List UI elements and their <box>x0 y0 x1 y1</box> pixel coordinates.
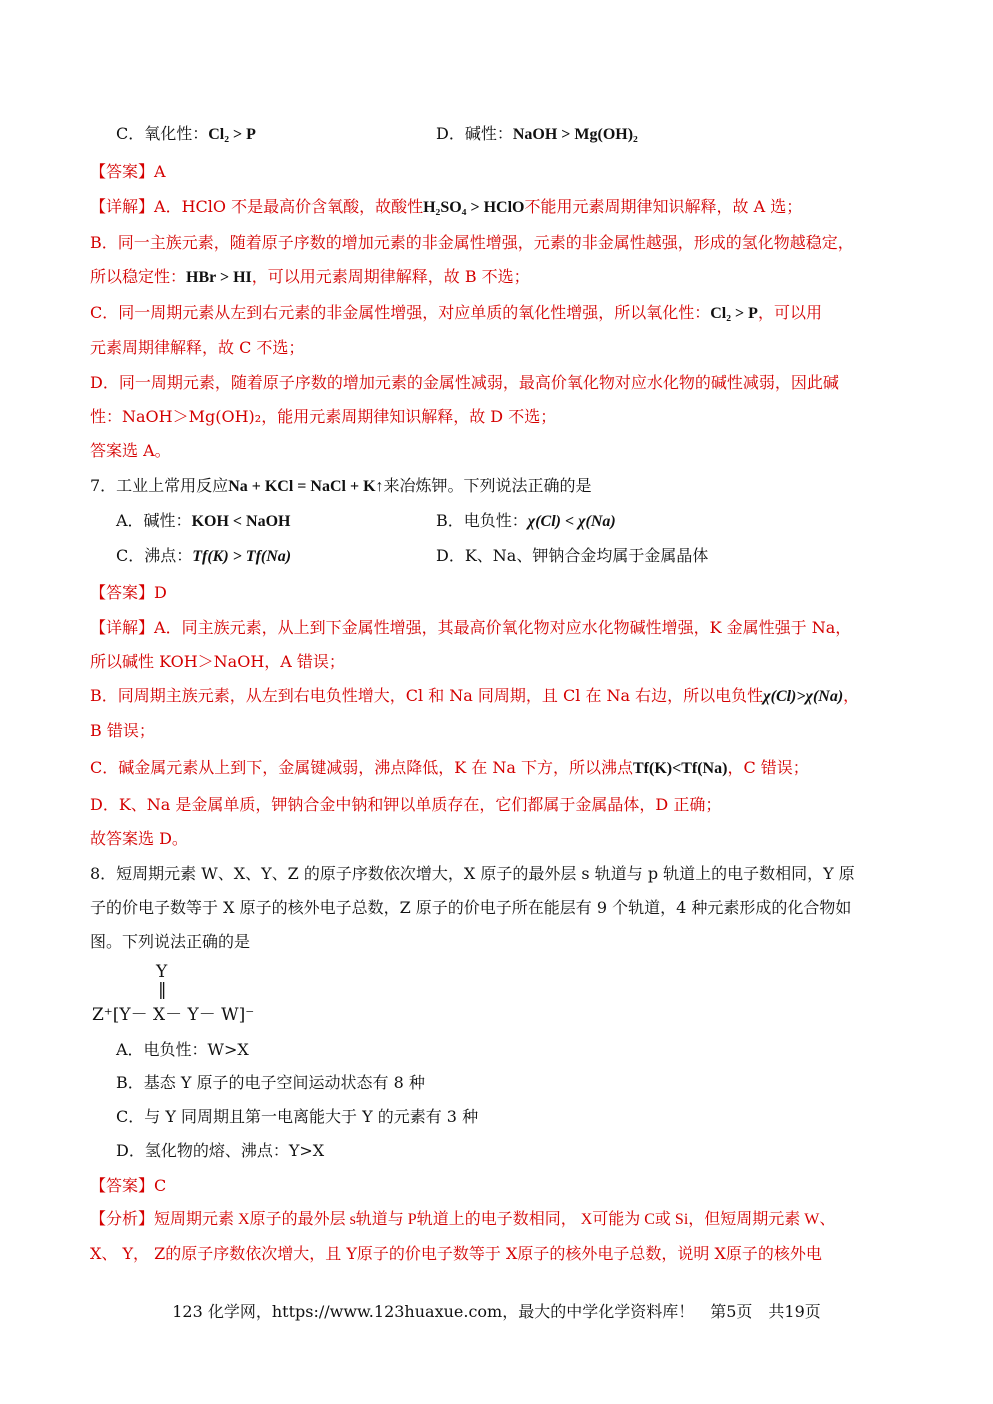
q6-detail-b2 <box>90 267 530 288</box>
q7-option-c-label: C．沸点： <box>116 546 193 565</box>
q6-detail-b2-text2: ，可以用元素周期律解释，故 B 不选； <box>251 267 530 286</box>
q8-stem-3: 图。下列说法正确的是 <box>90 932 251 951</box>
q6-detail-b2-formula: HBr > HI <box>186 269 252 286</box>
q8-analysis-1 <box>90 1210 835 1230</box>
q6-detail-b1: B．同一主族元素，随着原子序数的增加元素的非金属性增强，元素的非金属性越强，形成的氢化物越稳定， <box>90 233 854 252</box>
q7-answer: 【答案】D <box>90 583 167 602</box>
q8-option-d: D．氢化物的熔、沸点：Y>X <box>116 1141 325 1160</box>
q7-detail-d1: D．K、Na 是金属单质，钾钠合金中钠和钾以单质存在，它们都属于金属晶体，D 正确； <box>90 795 722 814</box>
q6-detail-a <box>90 197 802 218</box>
q7-stem <box>90 476 592 497</box>
q7-option-b-label: B．电负性： <box>436 511 528 530</box>
q6-detail-a-text: A．HClO 不是最高价含氧酸，故酸性 <box>154 197 424 216</box>
q7-stem-formula: Na + KCl = NaCl + K↑ <box>228 478 384 495</box>
q8-analysis-tag: 【分析】 <box>90 1211 155 1228</box>
q6-option-d-formula: NaOH > Mg(OH)₂ <box>512 126 638 143</box>
q6-detail-a-formula: H₂SO₄ > HClO <box>423 199 525 216</box>
q7-detail-b2: B 错误； <box>90 721 155 740</box>
q7-detail-tag: 【详解】 <box>90 618 155 637</box>
q6-detail-c2: 元素周期律解释，故 C 不选； <box>90 338 305 357</box>
q6-detail-c1 <box>90 303 822 324</box>
q6-detail-b2-text: 所以稳定性： <box>90 267 187 286</box>
q6-detail-tag: 【详解】 <box>90 197 155 216</box>
q7-detail-a2: 所以碱性 KOH＞NaOH，A 错误； <box>90 652 345 671</box>
q6-detail-c1-formula: Cl₂ > P <box>710 305 758 322</box>
q7-stem-text: 7．工业上常用反应 <box>90 476 229 495</box>
q6-detail-a-text2: 不能用元素周期律知识解释，故 A 选； <box>524 197 803 216</box>
q7-detail-b1-text2: ， <box>843 686 860 705</box>
q6-option-c-formula: Cl₂ > P <box>208 126 256 143</box>
q7-detail-c1-text: C．碱金属元素从上到下，金属键减弱，沸点降低，K 在 Na 下方，所以沸点 <box>90 758 633 777</box>
q7-detail-c1-text2: ，C 错误； <box>727 758 809 777</box>
q8-stem-2: 子的价电子数等于 X 原子的核外电子总数，Z 原子的价电子所在能层有 9 个轨道，4 种元素形成的化合物如 <box>90 898 852 917</box>
q6-option-d-label: D．碱性： <box>436 124 513 143</box>
q7-detail-a1 <box>90 618 851 638</box>
q8-option-a: A．电负性：W>X <box>116 1040 249 1059</box>
q8-answer: 【答案】C <box>90 1176 167 1195</box>
q7-detail-b1-text: B．同周期主族元素，从左到右电负性增大，Cl 和 Na 同周期，且 Cl 在 Na 右边，所以电负性 <box>90 686 764 705</box>
q7-option-c-formula: Tf(K) > Tf(Na) <box>192 548 292 565</box>
q6-option-c-label: C．氧化性： <box>116 124 209 143</box>
q6-detail-c1-text: C．同一周期元素从左到右元素的非金属性增强，对应单质的氧化性增强，所以氧化性： <box>90 303 711 322</box>
q8-structure-diagram <box>92 962 292 1032</box>
q7-option-b <box>436 511 616 532</box>
q6-detail-c1-text2: ，可以用 <box>757 303 822 322</box>
q7-detail-c1-formula: Tf(K)<Tf(Na) <box>633 760 728 777</box>
q6-option-c <box>116 124 256 145</box>
q8-option-c: C．与 Y 同周期且第一电离能大于 Y 的元素有 3 种 <box>116 1107 479 1126</box>
page-footer: 123 化学网，https://www.123huaxue.com，最大的中学化学资料库！ 第5页 共19页 <box>172 1302 821 1321</box>
struct-top-atom: Y <box>156 962 168 982</box>
q6-answer: 【答案】A <box>90 162 166 181</box>
q7-option-a-formula: KOH < NaOH <box>191 513 291 530</box>
q7-stem-text2: 来冶炼钾。下列说法正确的是 <box>383 476 592 495</box>
q6-option-d <box>436 124 638 145</box>
q7-detail-a1-text: A．同主族元素，从上到下金属性增强，其最高价氧化物对应水化物碱性增强，K 金属性强于 Na， <box>154 618 852 637</box>
q8-stem-1: 8．短周期元素 W、X、Y、Z 的原子序数依次增大，X 原子的最外层 s 轨道与 p 轨道上的电子数相同，Y 原 <box>90 864 855 883</box>
q7-option-a-label: A．碱性： <box>116 511 192 530</box>
struct-main-chain: Z⁺[Y－ X－ Y－ W]⁻ <box>92 1005 255 1025</box>
q7-detail-b1 <box>90 686 859 707</box>
q8-option-b: B．基态 Y 原子的电子空间运动状态有 8 种 <box>116 1073 425 1092</box>
q7-option-d: D．K、Na、钾钠合金均属于金属晶体 <box>436 546 709 565</box>
q7-detail-b1-formula: χ(Cl)>χ(Na) <box>763 688 844 705</box>
q6-conclusion: 答案选 A。 <box>90 441 171 460</box>
q7-option-b-formula: χ(Cl) < χ(Na) <box>527 513 616 530</box>
q7-conclusion: 故答案选 D。 <box>90 829 188 848</box>
q7-detail-c1 <box>90 758 809 779</box>
q8-analysis-1-text: 短周期元素 X原子的最外层 s轨道与 P轨道上的电子数相同， X可能为 C或 Si，但短周期元素 W、 <box>154 1211 836 1228</box>
q6-detail-d2: 性：NaOH＞Mg(OH)₂，能用元素周期律知识解释，故 D 不选； <box>90 407 557 426</box>
q7-option-a <box>116 511 290 532</box>
q6-detail-d1: D．同一周期元素，随着原子序数的增加元素的金属性减弱，最高价氧化物对应水化物的碱性减弱，因此碱 <box>90 373 839 392</box>
q8-analysis-2: X、 Y， Z的原子序数依次增大，且 Y原子的价电子数等于 X原子的核外电子总数，说明 X原子的核外电 <box>90 1244 822 1263</box>
q7-option-c <box>116 546 291 567</box>
struct-double-bond: ‖ <box>158 980 167 1000</box>
